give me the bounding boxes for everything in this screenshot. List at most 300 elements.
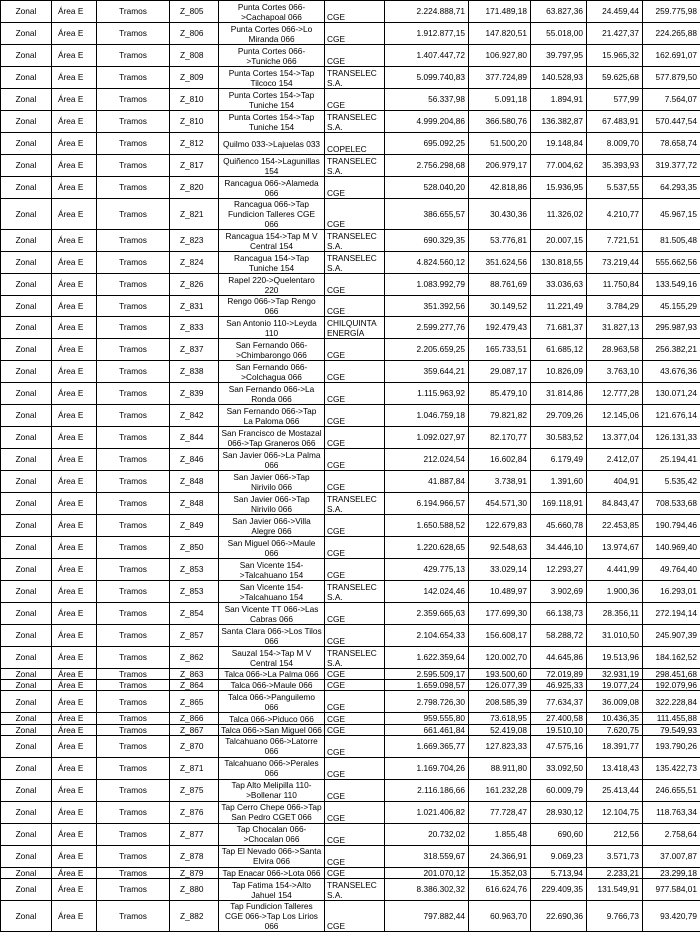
- cell-area: Área E: [52, 779, 97, 801]
- cell-category: Tramos: [97, 405, 170, 427]
- cell-owner: CGE: [325, 45, 385, 67]
- table-row: [1, 559, 700, 581]
- cell-area: Área E: [52, 317, 97, 339]
- cell-value-2: 126.077,39: [469, 680, 531, 691]
- cell-area: Área E: [52, 845, 97, 867]
- cell-code: Z_809: [170, 67, 219, 89]
- cell-zone-type: Zonal: [1, 405, 52, 427]
- cell-area: Área E: [52, 735, 97, 757]
- cell-value-3: 63.827,36: [531, 1, 587, 23]
- cell-segment: Tap Cerro Chepe 066->Tap San Pedro CGET 066: [219, 801, 325, 823]
- table-row: [1, 199, 700, 230]
- cell-value-2: 147.820,51: [469, 23, 531, 45]
- cell-code: Z_875: [170, 779, 219, 801]
- cell-category: Tramos: [97, 23, 170, 45]
- cell-value-2: 10.489,97: [469, 581, 531, 603]
- cell-value-2: 165.733,51: [469, 339, 531, 361]
- cell-code: Z_850: [170, 537, 219, 559]
- cell-value-2: 192.479,43: [469, 317, 531, 339]
- cell-segment: Rengo 066->Tap Rengo 066: [219, 296, 325, 317]
- cell-area: Área E: [52, 515, 97, 537]
- cell-owner: CGE: [325, 89, 385, 111]
- cell-value-4: 22.453,85: [587, 515, 643, 537]
- cell-category: Tramos: [97, 155, 170, 177]
- cell-zone-type: Zonal: [1, 581, 52, 603]
- cell-segment: Tap Fundicion Talleres CGE 066->Tap Los Lirios 066: [219, 901, 325, 932]
- cell-code: Z_806: [170, 23, 219, 45]
- cell-category: Tramos: [97, 274, 170, 296]
- cell-value-3: 130.818,55: [531, 252, 587, 274]
- cell-total: 121.676,14: [643, 405, 700, 427]
- table-row: [1, 515, 700, 537]
- cell-code: Z_808: [170, 45, 219, 67]
- cell-zone-type: Zonal: [1, 669, 52, 680]
- cell-segment: Tap Fatima 154->Alto Jahuel 154: [219, 879, 325, 901]
- cell-category: Tramos: [97, 603, 170, 625]
- cell-value-1: 56.337,98: [385, 89, 469, 111]
- cell-category: Tramos: [97, 867, 170, 878]
- table-row: [1, 537, 700, 559]
- table-row: [1, 405, 700, 427]
- cell-segment: San Miguel 066->Maule 066: [219, 537, 325, 559]
- cell-value-2: 33.029,14: [469, 559, 531, 581]
- cell-value-1: 1.622.359,64: [385, 647, 469, 669]
- cell-value-1: 5.099.740,83: [385, 67, 469, 89]
- cell-owner: CGE: [325, 735, 385, 757]
- cell-zone-type: Zonal: [1, 867, 52, 878]
- cell-total: 135.422,73: [643, 757, 700, 779]
- cell-value-1: 695.092,25: [385, 133, 469, 155]
- cell-area: Área E: [52, 252, 97, 274]
- cell-owner: TRANSELEC S.A.: [325, 493, 385, 515]
- cell-total: 570.447,54: [643, 111, 700, 133]
- cell-value-2: 15.352,03: [469, 867, 531, 878]
- cell-owner: TRANSELEC S.A.: [325, 230, 385, 252]
- table-row: [1, 155, 700, 177]
- cell-code: Z_812: [170, 133, 219, 155]
- cell-owner: CGE: [325, 471, 385, 493]
- cell-value-2: 171.489,18: [469, 1, 531, 23]
- cell-value-3: 39.797,95: [531, 45, 587, 67]
- cell-zone-type: Zonal: [1, 361, 52, 383]
- cell-segment: San Vicente 154->Talcahuano 154: [219, 581, 325, 603]
- table-row: [1, 1, 700, 23]
- table-row: [1, 603, 700, 625]
- cell-area: Área E: [52, 296, 97, 317]
- cell-value-1: 2.205.659,25: [385, 339, 469, 361]
- cell-category: Tramos: [97, 67, 170, 89]
- cell-area: Área E: [52, 339, 97, 361]
- cell-segment: San Fernando 066->Colchagua 066: [219, 361, 325, 383]
- cell-segment: San Vicente TT 066->Las Cabras 066: [219, 603, 325, 625]
- cell-area: Área E: [52, 383, 97, 405]
- table-row: [1, 680, 700, 691]
- cell-zone-type: Zonal: [1, 845, 52, 867]
- cell-zone-type: Zonal: [1, 133, 52, 155]
- cell-segment: Quilmo 033->Lajuelas 033: [219, 133, 325, 155]
- table-row: [1, 669, 700, 680]
- cell-value-1: 959.555,80: [385, 713, 469, 724]
- cell-value-4: 32.931,19: [587, 669, 643, 680]
- cell-value-3: 55.018,00: [531, 23, 587, 45]
- table-row: [1, 274, 700, 296]
- cell-value-3: 60.009,79: [531, 779, 587, 801]
- cell-value-1: 4.999.204,86: [385, 111, 469, 133]
- cell-segment: Rancagua 154->Tap Tuniche 154: [219, 252, 325, 274]
- table-row: [1, 361, 700, 383]
- cell-total: 977.584,01: [643, 879, 700, 901]
- cell-code: Z_824: [170, 252, 219, 274]
- cell-value-3: 6.179,49: [531, 449, 587, 471]
- cell-area: Área E: [52, 1, 97, 23]
- cell-value-2: 52.419,08: [469, 724, 531, 735]
- cell-owner: CGE: [325, 199, 385, 230]
- cell-total: 319.377,72: [643, 155, 700, 177]
- cell-area: Área E: [52, 713, 97, 724]
- cell-value-4: 19.077,24: [587, 680, 643, 691]
- cell-code: Z_839: [170, 383, 219, 405]
- cell-segment: Talcahuano 066->Latorre 066: [219, 735, 325, 757]
- cell-owner: TRANSELEC S.A.: [325, 879, 385, 901]
- cell-code: Z_871: [170, 757, 219, 779]
- cell-value-4: 11.750,84: [587, 274, 643, 296]
- cell-category: Tramos: [97, 559, 170, 581]
- table-row: [1, 449, 700, 471]
- cell-total: 111.455,88: [643, 713, 700, 724]
- cell-total: 126.131,33: [643, 427, 700, 449]
- cell-total: 555.662,56: [643, 252, 700, 274]
- cell-owner: CGE: [325, 867, 385, 878]
- cell-value-3: 58.288,72: [531, 625, 587, 647]
- cell-value-2: 92.548,63: [469, 537, 531, 559]
- cell-category: Tramos: [97, 735, 170, 757]
- cell-code: Z_848: [170, 471, 219, 493]
- cell-area: Área E: [52, 230, 97, 252]
- cell-owner: CGE: [325, 405, 385, 427]
- cell-value-1: 4.824.560,12: [385, 252, 469, 274]
- table-row: [1, 177, 700, 199]
- cell-value-4: 67.483,91: [587, 111, 643, 133]
- cell-value-1: 6.194.966,57: [385, 493, 469, 515]
- cell-area: Área E: [52, 449, 97, 471]
- cell-category: Tramos: [97, 199, 170, 230]
- cell-total: 45.155,29: [643, 296, 700, 317]
- cell-value-1: 1.659.098,57: [385, 680, 469, 691]
- cell-total: 295.987,93: [643, 317, 700, 339]
- cell-area: Área E: [52, 867, 97, 878]
- cell-code: Z_849: [170, 515, 219, 537]
- cell-zone-type: Zonal: [1, 879, 52, 901]
- cell-value-4: 10.436,35: [587, 713, 643, 724]
- cell-value-3: 34.446,10: [531, 537, 587, 559]
- cell-segment: Tap Enacar 066->Lota 066: [219, 867, 325, 878]
- cell-category: Tramos: [97, 177, 170, 199]
- cell-value-1: 528.040,20: [385, 177, 469, 199]
- cell-category: Tramos: [97, 713, 170, 724]
- cell-owner: CGE: [325, 680, 385, 691]
- cell-value-1: 20.732,02: [385, 823, 469, 845]
- cell-value-4: 9.766,73: [587, 901, 643, 932]
- cell-value-4: 25.413,44: [587, 779, 643, 801]
- cell-zone-type: Zonal: [1, 317, 52, 339]
- cell-segment: Punta Cortes 066->Cachapoal 066: [219, 1, 325, 23]
- table-row: [1, 296, 700, 317]
- table-row: [1, 67, 700, 89]
- table-row: [1, 625, 700, 647]
- cell-value-1: 1.912.877,15: [385, 23, 469, 45]
- cell-area: Área E: [52, 155, 97, 177]
- table-row: [1, 735, 700, 757]
- cell-code: Z_876: [170, 801, 219, 823]
- cell-category: Tramos: [97, 317, 170, 339]
- cell-value-4: 59.625,68: [587, 67, 643, 89]
- cell-value-3: 33.092,50: [531, 757, 587, 779]
- cell-value-4: 577,99: [587, 89, 643, 111]
- cell-total: 93.420,79: [643, 901, 700, 932]
- cell-value-3: 66.138,73: [531, 603, 587, 625]
- cell-value-1: 2.104.654,33: [385, 625, 469, 647]
- cell-segment: Talca 066->Panguilemo 066: [219, 691, 325, 713]
- cell-value-2: 193.500,60: [469, 669, 531, 680]
- cell-total: 259.775,98: [643, 1, 700, 23]
- cell-value-4: 7.721,51: [587, 230, 643, 252]
- cell-owner: CGE: [325, 713, 385, 724]
- cell-code: Z_854: [170, 603, 219, 625]
- cell-value-3: 15.936,95: [531, 177, 587, 199]
- cell-value-3: 169.118,91: [531, 493, 587, 515]
- cell-value-4: 31.010,50: [587, 625, 643, 647]
- cell-owner: CGE: [325, 779, 385, 801]
- cell-owner: CGE: [325, 383, 385, 405]
- cell-category: Tramos: [97, 879, 170, 901]
- cell-value-3: 1.894,91: [531, 89, 587, 111]
- cell-value-3: 77.004,62: [531, 155, 587, 177]
- cell-zone-type: Zonal: [1, 724, 52, 735]
- cell-owner: CGE: [325, 625, 385, 647]
- cell-total: 37.007,87: [643, 845, 700, 867]
- cell-value-4: 28.356,11: [587, 603, 643, 625]
- cell-value-3: 72.019,89: [531, 669, 587, 680]
- cell-zone-type: Zonal: [1, 296, 52, 317]
- cell-segment: Tap Chocalan 066->Chocalan 066: [219, 823, 325, 845]
- cell-code: Z_862: [170, 647, 219, 669]
- table-row: [1, 879, 700, 901]
- cell-value-1: 201.070,12: [385, 867, 469, 878]
- cell-category: Tramos: [97, 757, 170, 779]
- cell-zone-type: Zonal: [1, 339, 52, 361]
- cell-total: 49.764,40: [643, 559, 700, 581]
- cell-segment: San Fernando 066->Tap La Paloma 066: [219, 405, 325, 427]
- cell-value-4: 28.963,58: [587, 339, 643, 361]
- cell-category: Tramos: [97, 89, 170, 111]
- cell-total: 64.293,35: [643, 177, 700, 199]
- cell-value-2: 73.618,95: [469, 713, 531, 724]
- cell-value-1: 2.599.277,76: [385, 317, 469, 339]
- cell-zone-type: Zonal: [1, 155, 52, 177]
- cell-total: 298.451,68: [643, 669, 700, 680]
- cell-value-2: 208.585,39: [469, 691, 531, 713]
- cell-category: Tramos: [97, 801, 170, 823]
- cell-value-4: 3.784,29: [587, 296, 643, 317]
- cell-category: Tramos: [97, 383, 170, 405]
- cell-category: Tramos: [97, 647, 170, 669]
- cell-code: Z_853: [170, 581, 219, 603]
- cell-category: Tramos: [97, 45, 170, 67]
- cell-owner: CGE: [325, 177, 385, 199]
- cell-value-2: 177.699,30: [469, 603, 531, 625]
- cell-code: Z_880: [170, 879, 219, 901]
- cell-segment: Talca 066->Piduco 066: [219, 713, 325, 724]
- cell-owner: TRANSELEC S.A.: [325, 111, 385, 133]
- cell-area: Área E: [52, 801, 97, 823]
- cell-value-2: 120.002,70: [469, 647, 531, 669]
- cell-value-1: 2.798.726,30: [385, 691, 469, 713]
- cell-category: Tramos: [97, 339, 170, 361]
- cell-code: Z_810: [170, 89, 219, 111]
- cell-category: Tramos: [97, 669, 170, 680]
- cell-zone-type: Zonal: [1, 230, 52, 252]
- cell-segment: San Vicente 154->Talcahuano 154: [219, 559, 325, 581]
- cell-segment: Punta Cortes 154->Tap Tuniche 154: [219, 89, 325, 111]
- cell-value-2: 82.170,77: [469, 427, 531, 449]
- cell-zone-type: Zonal: [1, 559, 52, 581]
- cell-value-1: 1.169.704,26: [385, 757, 469, 779]
- cell-zone-type: Zonal: [1, 252, 52, 274]
- cell-value-4: 13.377,04: [587, 427, 643, 449]
- cell-segment: San Fernando 066->La Ronda 066: [219, 383, 325, 405]
- cell-value-3: 30.583,52: [531, 427, 587, 449]
- cell-code: Z_863: [170, 669, 219, 680]
- cell-value-3: 77.634,37: [531, 691, 587, 713]
- cell-value-1: 1.046.759,18: [385, 405, 469, 427]
- cell-value-4: 15.965,32: [587, 45, 643, 67]
- cell-segment: Sauzal 154->Tap M V Central 154: [219, 647, 325, 669]
- cell-value-4: 404,91: [587, 471, 643, 493]
- cell-value-1: 351.392,56: [385, 296, 469, 317]
- cell-value-2: 106.927,80: [469, 45, 531, 67]
- cell-code: Z_877: [170, 823, 219, 845]
- cell-zone-type: Zonal: [1, 449, 52, 471]
- table-row: [1, 901, 700, 932]
- cell-segment: San Javier 066->Tap Nirivilo 066: [219, 471, 325, 493]
- cell-value-2: 42.818,86: [469, 177, 531, 199]
- cell-category: Tramos: [97, 724, 170, 735]
- cell-value-2: 351.624,56: [469, 252, 531, 274]
- cell-area: Área E: [52, 879, 97, 901]
- cell-owner: COPELEC: [325, 133, 385, 155]
- cell-value-1: 41.887,84: [385, 471, 469, 493]
- cell-zone-type: Zonal: [1, 603, 52, 625]
- cell-area: Área E: [52, 669, 97, 680]
- cell-total: 23.299,18: [643, 867, 700, 878]
- cell-value-1: 429.775,13: [385, 559, 469, 581]
- cell-value-2: 156.608,17: [469, 625, 531, 647]
- cell-value-4: 5.537,55: [587, 177, 643, 199]
- cell-value-3: 136.382,87: [531, 111, 587, 133]
- cell-zone-type: Zonal: [1, 471, 52, 493]
- cell-value-3: 22.690,36: [531, 901, 587, 932]
- cell-segment: Talca 066->La Palma 066: [219, 669, 325, 680]
- cell-value-1: 1.650.588,52: [385, 515, 469, 537]
- cell-segment: San Fernando 066->Chimbarongo 066: [219, 339, 325, 361]
- cell-value-2: 122.679,83: [469, 515, 531, 537]
- cell-value-1: 2.595.509,17: [385, 669, 469, 680]
- cell-owner: CGE: [325, 449, 385, 471]
- cell-total: 2.758,64: [643, 823, 700, 845]
- cell-zone-type: Zonal: [1, 515, 52, 537]
- cell-total: 25.194,41: [643, 449, 700, 471]
- cell-value-2: 60.963,70: [469, 901, 531, 932]
- cell-total: 190.794,46: [643, 515, 700, 537]
- cell-owner: CGE: [325, 427, 385, 449]
- cell-owner: CGE: [325, 559, 385, 581]
- cell-value-2: 616.624,76: [469, 879, 531, 901]
- cell-value-1: 359.644,21: [385, 361, 469, 383]
- cell-area: Área E: [52, 23, 97, 45]
- cell-value-4: 73.219,44: [587, 252, 643, 274]
- cell-area: Área E: [52, 427, 97, 449]
- cell-area: Área E: [52, 361, 97, 383]
- cell-value-1: 2.756.298,68: [385, 155, 469, 177]
- cell-segment: Quiñenco 154->Lagunillas 154: [219, 155, 325, 177]
- cell-value-3: 61.685,12: [531, 339, 587, 361]
- cell-zone-type: Zonal: [1, 177, 52, 199]
- cell-value-1: 1.021.406,82: [385, 801, 469, 823]
- cell-area: Área E: [52, 67, 97, 89]
- cell-area: Área E: [52, 581, 97, 603]
- cell-value-3: 44.645,86: [531, 647, 587, 669]
- cell-segment: Rancagua 066->Alameda 066: [219, 177, 325, 199]
- table-row: [1, 779, 700, 801]
- cell-value-3: 19.148,84: [531, 133, 587, 155]
- cell-value-1: 797.882,44: [385, 901, 469, 932]
- cell-value-3: 31.814,86: [531, 383, 587, 405]
- cell-value-3: 19.510,10: [531, 724, 587, 735]
- cell-value-3: 45.660,78: [531, 515, 587, 537]
- cell-category: Tramos: [97, 449, 170, 471]
- cell-value-1: 8.386.302,32: [385, 879, 469, 901]
- cell-area: Área E: [52, 45, 97, 67]
- cell-segment: San Javier 066->La Palma 066: [219, 449, 325, 471]
- cell-value-2: 5.091,18: [469, 89, 531, 111]
- cell-category: Tramos: [97, 680, 170, 691]
- table-row: [1, 713, 700, 724]
- cell-total: 224.265,88: [643, 23, 700, 45]
- cell-area: Área E: [52, 823, 97, 845]
- cell-code: Z_826: [170, 274, 219, 296]
- cell-code: Z_864: [170, 680, 219, 691]
- cell-category: Tramos: [97, 581, 170, 603]
- cell-code: Z_823: [170, 230, 219, 252]
- cell-code: Z_870: [170, 735, 219, 757]
- cell-value-1: 690.329,35: [385, 230, 469, 252]
- cell-category: Tramos: [97, 252, 170, 274]
- cell-total: 246.655,51: [643, 779, 700, 801]
- cell-total: 133.549,16: [643, 274, 700, 296]
- cell-code: Z_833: [170, 317, 219, 339]
- cell-value-4: 31.827,13: [587, 317, 643, 339]
- table-row: [1, 111, 700, 133]
- cell-value-3: 3.902,69: [531, 581, 587, 603]
- cell-value-3: 46.925,33: [531, 680, 587, 691]
- cell-value-4: 35.393,93: [587, 155, 643, 177]
- cell-value-1: 386.655,57: [385, 199, 469, 230]
- cell-owner: CGE: [325, 339, 385, 361]
- table-row: [1, 339, 700, 361]
- cell-code: Z_837: [170, 339, 219, 361]
- cell-zone-type: Zonal: [1, 67, 52, 89]
- cell-value-3: 29.709,26: [531, 405, 587, 427]
